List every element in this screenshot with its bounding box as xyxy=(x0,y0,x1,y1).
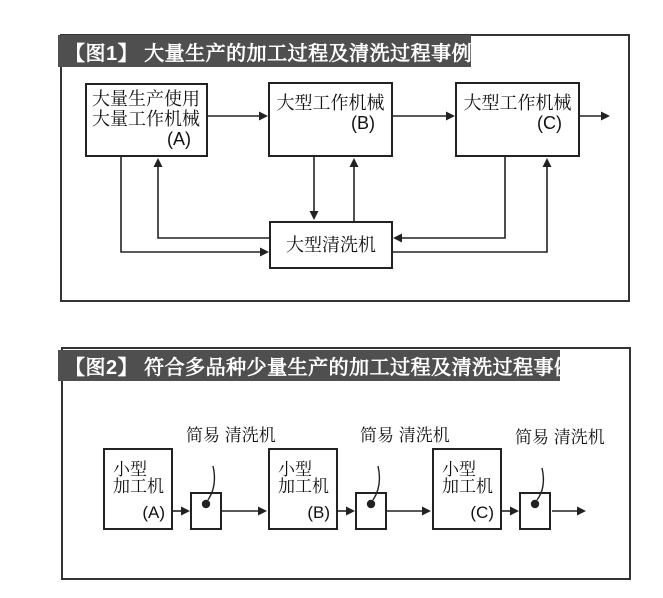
figure1-machine-c-box xyxy=(455,82,580,157)
machine-a-line1: 大量生产使用 xyxy=(92,89,200,109)
figure1-machine-a-box xyxy=(85,83,208,157)
figure2-machine-a-box xyxy=(103,448,173,530)
machine-c-line1: 大型工作机械 xyxy=(463,93,572,113)
figure1-cleaner-box xyxy=(269,221,393,269)
fig2-cleaner-c-line2: 清洗机 xyxy=(553,428,605,447)
fig2-machine-c-line2: 加工机 xyxy=(442,477,493,496)
machine-c-label: (C) xyxy=(537,113,562,133)
fig2-cleaner-b-line1: 简易 xyxy=(360,426,394,445)
figure2-cleaner-c-label xyxy=(515,429,605,447)
figure2-machine-b-box xyxy=(268,448,338,530)
fig2-machine-c-line1: 小型 xyxy=(442,460,476,479)
figure2-cleaner-a-label xyxy=(186,427,276,445)
fig2-machine-b-line1: 小型 xyxy=(278,460,312,479)
figure2-cleaner-b-box xyxy=(355,492,387,530)
fig2-machine-a-line1: 小型 xyxy=(113,460,147,479)
fig2-machine-b-label: (B) xyxy=(307,503,330,522)
machine-a-line2: 大量工作机械 xyxy=(92,109,200,129)
figure2-cleaner-b-label xyxy=(360,427,450,445)
fig2-machine-a-label: (A) xyxy=(142,503,165,522)
fig2-cleaner-a-line2: 清洗机 xyxy=(224,426,276,445)
fig2-cleaner-a-line1: 简易 xyxy=(186,426,220,445)
machine-b-label: (B) xyxy=(351,113,375,133)
figure2-title: 【图2】 符合多品种少量生产的加工过程及清洗过程事例 xyxy=(58,350,560,381)
fig2-cleaner-c-line1: 简易 xyxy=(515,428,549,447)
figure2-cleaner-a-box xyxy=(190,492,222,530)
figure1-machine-b-box xyxy=(268,82,393,157)
fig2-machine-c-label: (C) xyxy=(470,503,494,522)
fig2-cleaner-b-line2: 清洗机 xyxy=(398,426,450,445)
fig2-machine-b-line2: 加工机 xyxy=(278,477,329,496)
machine-b-line1: 大型工作机械 xyxy=(276,93,385,113)
figure1-title: 【图1】 大量生产的加工过程及清洗过程事例 xyxy=(58,35,471,67)
machine-a-label: (A) xyxy=(167,129,191,149)
figure2-cleaner-c-box xyxy=(519,492,551,530)
fig2-machine-a-line2: 加工机 xyxy=(113,477,164,496)
figure1-cleaner-label: 大型清洗机 xyxy=(286,235,376,255)
figure2-machine-c-box xyxy=(432,448,502,530)
